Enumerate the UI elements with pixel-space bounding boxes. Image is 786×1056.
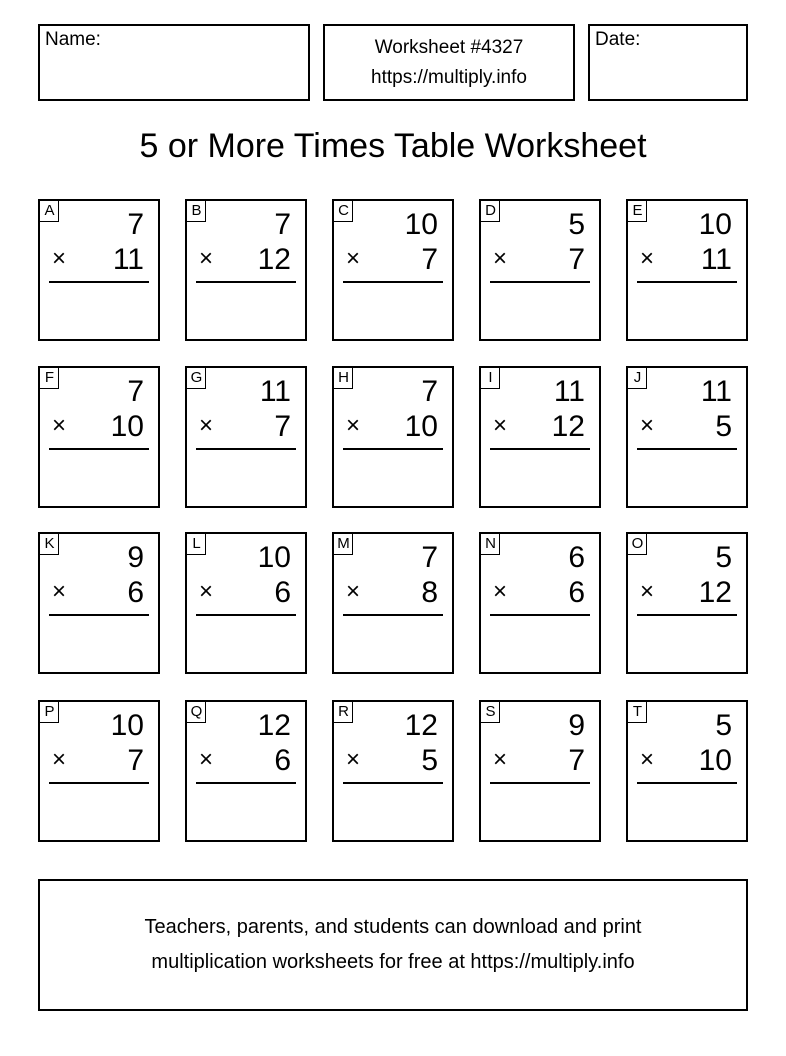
problem-card[interactable] [185, 532, 307, 674]
times-sign: × [52, 412, 67, 439]
bottom-number: 10 [110, 410, 144, 443]
bottom-number: 7 [421, 243, 438, 276]
bottom-number: 12 [257, 243, 291, 276]
problem-letter: H [334, 368, 353, 389]
problem-card[interactable] [38, 700, 160, 842]
times-sign: × [52, 245, 67, 272]
bottom-number: 7 [568, 243, 585, 276]
date-field[interactable] [588, 24, 748, 101]
answer-line [490, 782, 590, 784]
problem-letter: Q [187, 702, 206, 723]
problem-card[interactable] [479, 199, 601, 341]
problem-letter: S [481, 702, 500, 723]
answer-line [343, 281, 443, 283]
times-sign: × [640, 578, 655, 605]
problem-card[interactable] [332, 199, 454, 341]
times-sign: × [493, 578, 508, 605]
times-sign: × [640, 746, 655, 773]
times-sign: × [640, 412, 655, 439]
problem-letter: M [334, 534, 353, 555]
answer-line [637, 614, 737, 616]
name-field[interactable] [38, 24, 310, 101]
bottom-number: 10 [698, 744, 732, 777]
problem-card[interactable] [185, 700, 307, 842]
top-number: 10 [698, 208, 732, 241]
answer-line [490, 281, 590, 283]
bottom-number: 6 [568, 576, 585, 609]
worksheet-info-box [323, 24, 575, 101]
problem-letter: F [40, 368, 59, 389]
bottom-number: 6 [274, 744, 291, 777]
top-number: 10 [404, 208, 438, 241]
problem-letter: C [334, 201, 353, 222]
problem-letter: D [481, 201, 500, 222]
times-sign: × [493, 245, 508, 272]
bottom-number: 11 [700, 243, 732, 276]
problem-card[interactable] [626, 700, 748, 842]
answer-line [490, 614, 590, 616]
answer-line [196, 782, 296, 784]
footer-line-1: Teachers, parents, and students can download and print [144, 916, 642, 938]
times-sign: × [52, 578, 67, 605]
top-number: 7 [421, 541, 438, 574]
times-sign: × [493, 746, 508, 773]
problem-letter: L [187, 534, 206, 555]
footer-line-2: multiplication worksheets for free at https://multiply.info [151, 951, 635, 973]
problem-letter: I [481, 368, 500, 389]
bottom-number: 12 [698, 576, 732, 609]
bottom-number: 7 [274, 410, 291, 443]
bottom-number: 12 [551, 410, 585, 443]
problem-card[interactable] [479, 532, 601, 674]
bottom-number: 6 [127, 576, 144, 609]
top-number: 7 [127, 208, 144, 241]
date-label: Date: [595, 29, 641, 50]
problem-letter: T [628, 702, 647, 723]
answer-line [490, 448, 590, 450]
answer-line [343, 614, 443, 616]
top-number: 12 [257, 709, 291, 742]
top-number: 10 [110, 709, 144, 742]
problem-card[interactable] [332, 700, 454, 842]
problem-card[interactable] [332, 366, 454, 508]
footer-box [38, 879, 748, 1011]
answer-line [637, 782, 737, 784]
problem-letter: P [40, 702, 59, 723]
top-number: 7 [274, 208, 291, 241]
times-sign: × [199, 245, 214, 272]
answer-line [196, 448, 296, 450]
problem-card[interactable] [38, 199, 160, 341]
top-number: 9 [568, 709, 585, 742]
problem-letter: O [628, 534, 647, 555]
times-sign: × [52, 746, 67, 773]
answer-line [343, 782, 443, 784]
bottom-number: 6 [274, 576, 291, 609]
problem-card[interactable] [626, 532, 748, 674]
times-sign: × [199, 746, 214, 773]
worksheet-url: https://multiply.info [371, 67, 527, 88]
problem-letter: K [40, 534, 59, 555]
problem-card[interactable] [185, 366, 307, 508]
times-sign: × [346, 412, 361, 439]
top-number: 12 [404, 709, 438, 742]
top-number: 11 [259, 375, 291, 408]
bottom-number: 5 [715, 410, 732, 443]
top-number: 6 [568, 541, 585, 574]
bottom-number: 7 [568, 744, 585, 777]
problem-card[interactable] [626, 199, 748, 341]
top-number: 9 [127, 541, 144, 574]
name-label: Name: [45, 29, 101, 50]
times-sign: × [346, 245, 361, 272]
times-sign: × [493, 412, 508, 439]
top-number: 7 [127, 375, 144, 408]
times-sign: × [640, 245, 655, 272]
problem-letter: R [334, 702, 353, 723]
top-number: 5 [715, 709, 732, 742]
problem-letter: A [40, 201, 59, 222]
times-sign: × [346, 578, 361, 605]
bottom-number: 5 [421, 744, 438, 777]
problem-letter: G [187, 368, 206, 389]
bottom-number: 11 [112, 243, 144, 276]
times-sign: × [199, 412, 214, 439]
answer-line [196, 281, 296, 283]
bottom-number: 10 [404, 410, 438, 443]
times-sign: × [346, 746, 361, 773]
times-sign: × [199, 578, 214, 605]
problem-card[interactable] [479, 366, 601, 508]
problem-card[interactable] [626, 366, 748, 508]
bottom-number: 7 [127, 744, 144, 777]
top-number: 5 [568, 208, 585, 241]
problem-card[interactable] [185, 199, 307, 341]
worksheet-number: Worksheet #4327 [374, 37, 524, 58]
problem-letter: E [628, 201, 647, 222]
problem-letter: J [628, 368, 647, 389]
answer-line [637, 281, 737, 283]
answer-line [49, 448, 149, 450]
top-number: 11 [700, 375, 732, 408]
top-number: 10 [257, 541, 291, 574]
problem-card[interactable] [38, 366, 160, 508]
problem-card[interactable] [38, 532, 160, 674]
problem-card[interactable] [479, 700, 601, 842]
top-number: 7 [421, 375, 438, 408]
problem-letter: B [187, 201, 206, 222]
problem-card[interactable] [332, 532, 454, 674]
page-title: 5 or More Times Table Worksheet [139, 127, 647, 165]
problem-letter: N [481, 534, 500, 555]
answer-line [637, 448, 737, 450]
answer-line [343, 448, 443, 450]
answer-line [196, 614, 296, 616]
answer-line [49, 782, 149, 784]
answer-line [49, 614, 149, 616]
top-number: 11 [553, 375, 585, 408]
bottom-number: 8 [421, 576, 438, 609]
top-number: 5 [715, 541, 732, 574]
answer-line [49, 281, 149, 283]
